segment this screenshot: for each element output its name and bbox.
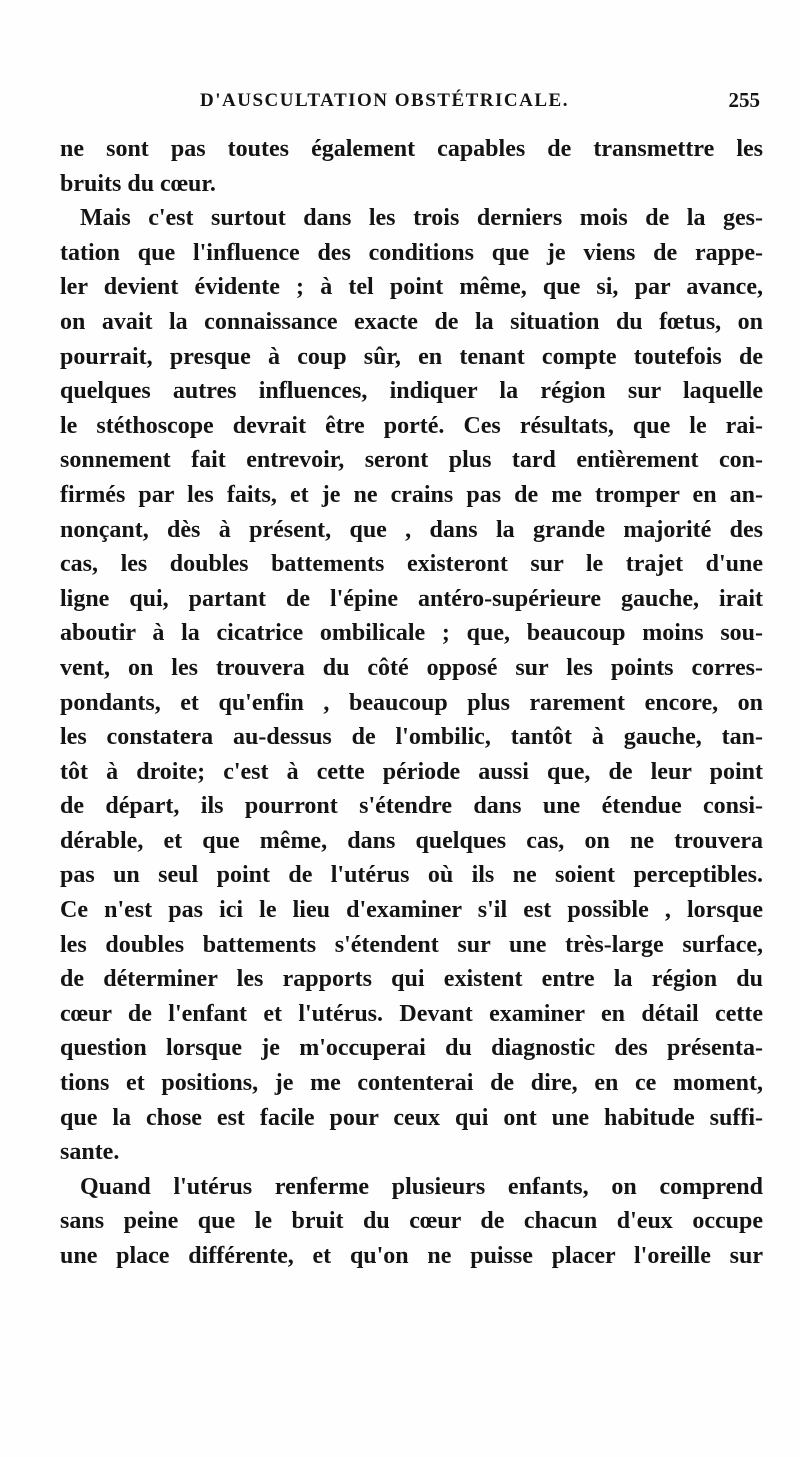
text-line: de déterminer les rapports qui existent entre la région du [60, 966, 763, 993]
text-line: le stéthoscope devrait être porté. Ces résultats, que le rai- [60, 412, 763, 439]
text-line: les constatera au-dessus de l'ombilic, tantôt à gauche, tan- [60, 724, 763, 751]
page-number: 255 [728, 88, 760, 112]
text-line: ne sont pas toutes également capables de transmettre les [60, 136, 763, 162]
body-text [60, 132, 763, 1274]
text-line: bruits du cœur. [60, 170, 216, 197]
text-line: pas un seul point de l'utérus où ils ne soient perceptibles. [60, 862, 763, 889]
text-line: cas, les doubles battements existeront sur le trajet d'une [60, 551, 763, 578]
text-line: question lorsque je m'occuperai du diagnostic des présenta- [60, 1035, 763, 1062]
text-line: les doubles battements s'étendent sur une très-large surface, [60, 931, 763, 958]
text-line: quelques autres influences, indiquer la région sur laquelle [60, 378, 763, 405]
text-line: pondants, et qu'enfin , beaucoup plus rarement encore, on [60, 689, 763, 716]
text-line: tation que l'influence des conditions que je viens de rappe- [60, 239, 763, 266]
text-line: vent, on les trouvera du côté opposé sur les points corres- [60, 654, 763, 681]
running-title: D'AUSCULTATION OBSTÉTRICALE. [200, 90, 569, 111]
text-line: Ce n'est pas ici le lieu d'examiner s'il est possible , lorsque [60, 897, 763, 924]
text-line: firmés par les faits, et je ne crains pas de me tromper en an- [60, 481, 763, 508]
text-line: tions et positions, je me contenterai de dire, en ce moment, [60, 1070, 763, 1097]
text-line: Mais c'est surtout dans les trois derniers mois de la ges- [80, 205, 763, 232]
text-line: on avait la connaissance exacte de la situation du fœtus, on [60, 308, 763, 335]
text-line: aboutir à la cicatrice ombilicale ; que, beaucoup moins sou- [60, 620, 763, 647]
text-line: sans peine que le bruit du cœur de chacun d'eux occupe [60, 1208, 763, 1235]
text-line: ligne qui, partant de l'épine antéro-supérieure gauche, irait [60, 585, 763, 612]
running-head [60, 90, 760, 120]
text-line: pourrait, presque à coup sûr, en tenant compte toutefois de [60, 343, 763, 370]
text-line: cœur de l'enfant et l'utérus. Devant examiner en détail cette [60, 1000, 763, 1027]
text-line: sante. [60, 1139, 120, 1166]
text-line: que la chose est facile pour ceux qui ont une habitude suffi- [60, 1104, 763, 1131]
text-line: ler devient évidente ; à tel point même, que si, par avance, [60, 274, 763, 301]
text-line: Quand l'utérus renferme plusieurs enfants, on comprend [80, 1173, 763, 1200]
text-line: tôt à droite; c'est à cette période aussi que, de leur point [60, 758, 763, 785]
text-line: nonçant, dès à présent, que , dans la grande majorité des [60, 516, 763, 543]
text-line: une place différente, et qu'on ne puisse placer l'oreille sur [60, 1243, 763, 1269]
text-line: de départ, ils pourront s'étendre dans une étendue consi- [60, 793, 763, 820]
text-line: dérable, et que même, dans quelques cas, on ne trouvera [60, 827, 763, 854]
text-line: sonnement fait entrevoir, seront plus tard entièrement con- [60, 447, 763, 474]
